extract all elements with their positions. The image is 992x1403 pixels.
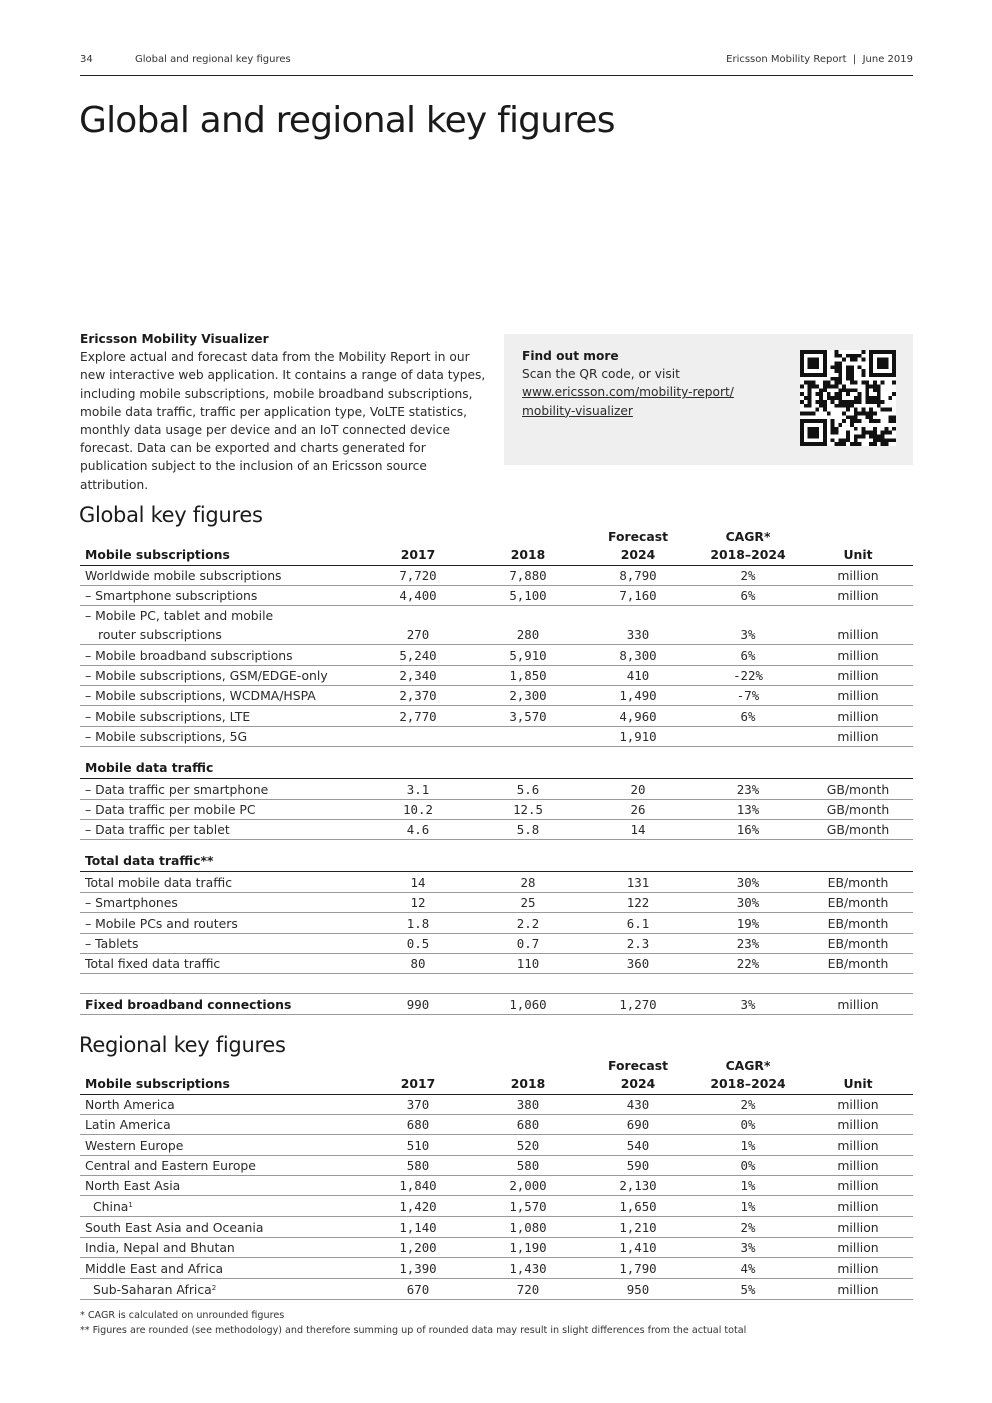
value-unit: EB/month — [803, 913, 913, 933]
value-2017: 4,400 — [363, 585, 473, 605]
value-2024-forecast: 1,410 — [583, 1237, 693, 1257]
spacer-cell — [583, 974, 693, 994]
table-header-row — [80, 527, 913, 565]
value-2017: 10.2 — [363, 799, 473, 819]
col-header-cagr — [693, 527, 803, 565]
find-out-more-text — [522, 347, 782, 420]
value-unit: GB/month — [803, 820, 913, 840]
row-label — [80, 706, 363, 726]
visualizer-link[interactable] — [522, 383, 782, 419]
row-label-text: Middle East and Africa — [85, 1260, 224, 1276]
group-empty-cell — [363, 840, 473, 872]
value-2018: 1,430 — [473, 1258, 583, 1278]
cagr-label: CAGR* — [725, 528, 771, 544]
row-label — [80, 665, 363, 685]
row-label — [80, 1258, 363, 1278]
row-label — [80, 1278, 363, 1299]
table-row — [80, 1155, 913, 1175]
value-2018: 280 — [473, 606, 583, 645]
value-2017: 3.1 — [363, 779, 473, 799]
row-label — [80, 799, 363, 819]
row-label-text: – Data traffic per mobile PC — [85, 802, 256, 818]
value-2017: 14 — [363, 872, 473, 892]
table-row — [80, 1258, 913, 1278]
visualizer-link-line1[interactable]: www.ericsson.com/mobility-report/ — [522, 385, 734, 400]
value-unit: million — [803, 1176, 913, 1196]
table-row — [80, 913, 913, 933]
cagr-range: 2018–2024 — [710, 1075, 786, 1091]
forecast-year: 2024 — [620, 1075, 656, 1091]
row-label-text: Worldwide mobile subscriptions — [85, 567, 282, 583]
value-2017: 0.5 — [363, 933, 473, 953]
value-2024-forecast: 410 — [583, 665, 693, 685]
spacer-cell — [363, 974, 473, 994]
table-row — [80, 726, 913, 746]
cagr-label: CAGR* — [725, 1057, 771, 1073]
row-label — [80, 1155, 363, 1175]
value-cagr: 3% — [693, 606, 803, 645]
publication-date: June 2019 — [862, 54, 913, 65]
value-unit: million — [803, 1237, 913, 1257]
row-label-text: – Mobile subscriptions, GSM/EDGE-only — [85, 668, 328, 684]
table-row — [80, 1217, 913, 1237]
group-label: Mobile data traffic — [80, 747, 363, 779]
col-header-unit: Unit — [803, 1056, 913, 1094]
row-label-text: China — [93, 1199, 129, 1215]
row-label-text: North East Asia — [85, 1178, 181, 1194]
row-label-text: Fixed broadband connections — [85, 996, 292, 1012]
row-label — [80, 645, 363, 665]
table-row — [80, 1176, 913, 1196]
running-publication — [726, 54, 913, 65]
value-unit: million — [803, 565, 913, 585]
value-2018: 28 — [473, 872, 583, 892]
value-cagr: 1% — [693, 1135, 803, 1155]
row-label-text: – Smartphone subscriptions — [85, 588, 258, 604]
value-2017: 7,720 — [363, 565, 473, 585]
table-row — [80, 953, 913, 973]
value-unit: million — [803, 726, 913, 746]
row-label-text: – Data traffic per smartphone — [85, 781, 269, 797]
visualizer-intro — [80, 330, 490, 494]
page-title: Global and regional key figures — [79, 100, 615, 141]
table-row — [80, 645, 913, 665]
row-label — [80, 779, 363, 799]
qr-code-icon[interactable] — [800, 350, 896, 446]
value-2017: 990 — [363, 994, 473, 1014]
mobile-data-traffic-group — [80, 747, 913, 779]
table-row — [80, 686, 913, 706]
value-unit: GB/month — [803, 799, 913, 819]
spacer-cell — [693, 974, 803, 994]
value-2017: 270 — [363, 606, 473, 645]
spacer-cell — [80, 974, 363, 994]
value-2017: 2,370 — [363, 686, 473, 706]
row-label-text: – Mobile broadband subscriptions — [85, 647, 293, 663]
row-label-continuation: router subscriptions — [98, 627, 222, 643]
value-2024-forecast: 590 — [583, 1155, 693, 1175]
value-2018: 7,880 — [473, 565, 583, 585]
value-cagr: 3% — [693, 994, 803, 1014]
row-label — [80, 1094, 363, 1114]
value-2017: 2,770 — [363, 706, 473, 726]
value-cagr: 5% — [693, 1278, 803, 1299]
table-row — [80, 892, 913, 912]
value-2018: 2,300 — [473, 686, 583, 706]
table-row — [80, 585, 913, 605]
value-2018: 5.6 — [473, 779, 583, 799]
value-unit: million — [803, 606, 913, 645]
col-header-2017: 2017 — [363, 527, 473, 565]
value-cagr: 2% — [693, 565, 803, 585]
value-2024-forecast: 8,790 — [583, 565, 693, 585]
row-label — [80, 953, 363, 973]
find-out-more-heading: Find out more — [522, 349, 619, 363]
footnote-cagr: * CAGR is calculated on unrounded figures — [80, 1310, 285, 1321]
value-2017: 580 — [363, 1155, 473, 1175]
row-label-text: South East Asia and Oceania — [85, 1219, 264, 1235]
row-label-text: Central and Eastern Europe — [85, 1158, 256, 1174]
global-section-title: Global key figures — [79, 503, 263, 527]
row-label — [80, 565, 363, 585]
value-2017: 370 — [363, 1094, 473, 1114]
value-unit: million — [803, 1114, 913, 1134]
footnote-marker: 1 — [128, 1201, 133, 1210]
row-label-text: Sub-Saharan Africa — [93, 1281, 212, 1297]
value-2018: 380 — [473, 1094, 583, 1114]
value-2018: 1,190 — [473, 1237, 583, 1257]
value-2024-forecast: 330 — [583, 606, 693, 645]
value-2018: 0.7 — [473, 933, 583, 953]
value-2017: 1,420 — [363, 1196, 473, 1217]
footnotes — [80, 1309, 746, 1338]
value-unit: million — [803, 1196, 913, 1217]
visualizer-body: Explore actual and forecast data from the Mobility Report in our new interactive web application. It contains a range of data types, including mobile subscriptions, mobile broadband subscriptions, mobile data traffic, traffic per application type, VoLTE statistics, monthly data usage per device and an IoT connected device forecast. Data can be exported and charts generated for publication subject to the inclusion of an Ericsson source attribution. — [80, 350, 486, 492]
group-empty-cell — [803, 840, 913, 872]
value-2024-forecast: 540 — [583, 1135, 693, 1155]
value-2017: 1,390 — [363, 1258, 473, 1278]
row-label — [80, 892, 363, 912]
row-label — [80, 872, 363, 892]
col-header-2018: 2018 — [473, 527, 583, 565]
value-2017: 5,240 — [363, 645, 473, 665]
value-unit: million — [803, 706, 913, 726]
value-unit: million — [803, 665, 913, 685]
table-header-row — [80, 1056, 913, 1094]
row-label-text: Total mobile data traffic — [85, 874, 233, 890]
value-unit: EB/month — [803, 933, 913, 953]
value-2024-forecast: 1,650 — [583, 1196, 693, 1217]
visualizer-link-line2[interactable]: mobility-visualizer — [522, 403, 633, 418]
value-unit: GB/month — [803, 779, 913, 799]
value-2024-forecast: 26 — [583, 799, 693, 819]
row-label — [80, 913, 363, 933]
value-unit: EB/month — [803, 892, 913, 912]
forecast-label: Forecast — [608, 528, 668, 544]
value-2017 — [363, 726, 473, 746]
value-2018: 5,100 — [473, 585, 583, 605]
row-label — [80, 933, 363, 953]
value-2018: 720 — [473, 1278, 583, 1299]
col-header-2018: 2018 — [473, 1056, 583, 1094]
value-cagr: 30% — [693, 872, 803, 892]
table-row — [80, 1094, 913, 1114]
value-cagr: 13% — [693, 799, 803, 819]
find-out-more-box — [504, 334, 913, 465]
forecast-label: Forecast — [608, 1057, 668, 1073]
forecast-year: 2024 — [620, 546, 656, 562]
group-empty-cell — [803, 747, 913, 779]
value-2018: 25 — [473, 892, 583, 912]
value-cagr: -22% — [693, 665, 803, 685]
value-unit: million — [803, 645, 913, 665]
value-cagr: 19% — [693, 913, 803, 933]
value-cagr: 1% — [693, 1196, 803, 1217]
value-2024-forecast: 6.1 — [583, 913, 693, 933]
value-2024-forecast: 122 — [583, 892, 693, 912]
value-unit: EB/month — [803, 872, 913, 892]
value-2018: 1,850 — [473, 665, 583, 685]
row-label-text: – Mobile subscriptions, LTE — [85, 708, 251, 724]
total-data-traffic-group — [80, 840, 913, 872]
col-header-cagr — [693, 1056, 803, 1094]
row-label — [80, 726, 363, 746]
running-section-title: Global and regional key figures — [135, 54, 291, 65]
value-2024-forecast: 131 — [583, 872, 693, 892]
value-2024-forecast: 7,160 — [583, 585, 693, 605]
value-2024-forecast: 20 — [583, 779, 693, 799]
row-label-text: – Mobile subscriptions, WCDMA/HSPA — [85, 688, 316, 704]
value-2017: 4.6 — [363, 820, 473, 840]
col-header-unit: Unit — [803, 527, 913, 565]
row-label — [80, 1237, 363, 1257]
spacer-cell — [803, 974, 913, 994]
value-2024-forecast: 430 — [583, 1094, 693, 1114]
value-2017: 510 — [363, 1135, 473, 1155]
value-cagr: 1% — [693, 1176, 803, 1196]
value-unit: million — [803, 1155, 913, 1175]
regional-section-title: Regional key figures — [79, 1033, 286, 1057]
value-2017: 2,340 — [363, 665, 473, 685]
value-2017: 1,840 — [363, 1176, 473, 1196]
table-row — [80, 799, 913, 819]
value-2017: 80 — [363, 953, 473, 973]
page-number: 34 — [80, 54, 93, 65]
table-row — [80, 820, 913, 840]
value-2018 — [473, 726, 583, 746]
value-2018: 3,570 — [473, 706, 583, 726]
value-cagr: 16% — [693, 820, 803, 840]
row-label — [80, 1135, 363, 1155]
value-unit: million — [803, 585, 913, 605]
row-label — [80, 1114, 363, 1134]
visualizer-heading: Ericsson Mobility Visualizer — [80, 332, 269, 346]
value-cagr: 2% — [693, 1094, 803, 1114]
value-unit: million — [803, 686, 913, 706]
row-label-text: – Mobile PC, tablet and mobile — [85, 608, 274, 624]
table-row — [80, 779, 913, 799]
spacer-row — [80, 974, 913, 994]
value-cagr: 6% — [693, 645, 803, 665]
group-label: Total data traffic** — [80, 840, 363, 872]
value-2024-forecast: 8,300 — [583, 645, 693, 665]
value-cagr: 2% — [693, 1217, 803, 1237]
footnote-rounding: ** Figures are rounded (see methodology) and therefore summing up of rounded data may result in slight differences from the actual total — [80, 1324, 747, 1336]
row-label-text: – Tablets — [85, 935, 139, 951]
value-2017: 670 — [363, 1278, 473, 1299]
spacer-cell — [473, 974, 583, 994]
table-row — [80, 1237, 913, 1257]
value-2018: 580 — [473, 1155, 583, 1175]
header-separator: | — [852, 54, 857, 65]
cagr-range: 2018–2024 — [710, 546, 786, 562]
row-label — [80, 686, 363, 706]
value-2024-forecast: 4,960 — [583, 706, 693, 726]
value-cagr: 23% — [693, 779, 803, 799]
value-2024-forecast: 2.3 — [583, 933, 693, 953]
value-2017: 680 — [363, 1114, 473, 1134]
row-label-text: North America — [85, 1096, 175, 1112]
col-header-label: Mobile subscriptions — [80, 527, 363, 565]
row-label-text: Latin America — [85, 1117, 171, 1133]
global-key-figures-table — [80, 527, 913, 1015]
value-cagr: 6% — [693, 706, 803, 726]
row-label — [80, 606, 363, 645]
value-unit: million — [803, 1258, 913, 1278]
value-2018: 5.8 — [473, 820, 583, 840]
group-empty-cell — [693, 840, 803, 872]
value-2017: 12 — [363, 892, 473, 912]
value-2024-forecast: 14 — [583, 820, 693, 840]
value-2024-forecast: 950 — [583, 1278, 693, 1299]
group-empty-cell — [363, 747, 473, 779]
table-row — [80, 606, 913, 645]
value-2018: 2,000 — [473, 1176, 583, 1196]
running-header — [80, 54, 913, 76]
value-cagr: 0% — [693, 1155, 803, 1175]
col-header-forecast — [583, 527, 693, 565]
table-row — [80, 1114, 913, 1134]
value-2018: 5,910 — [473, 645, 583, 665]
table-row — [80, 933, 913, 953]
value-2017: 1.8 — [363, 913, 473, 933]
col-header-forecast — [583, 1056, 693, 1094]
row-label — [80, 585, 363, 605]
row-label-text: – Data traffic per tablet — [85, 822, 230, 838]
col-header-label: Mobile subscriptions — [80, 1056, 363, 1094]
value-2017: 1,200 — [363, 1237, 473, 1257]
value-2024-forecast: 1,270 — [583, 994, 693, 1014]
value-2018: 1,080 — [473, 1217, 583, 1237]
value-2024-forecast: 1,910 — [583, 726, 693, 746]
table-row — [80, 565, 913, 585]
value-cagr: 30% — [693, 892, 803, 912]
value-cagr: -7% — [693, 686, 803, 706]
table-row — [80, 1135, 913, 1155]
value-cagr: 3% — [693, 1237, 803, 1257]
find-out-more-instruction: Scan the QR code, or visit — [522, 367, 680, 382]
value-unit: EB/month — [803, 953, 913, 973]
table-row — [80, 872, 913, 892]
value-cagr: 6% — [693, 585, 803, 605]
group-empty-cell — [583, 840, 693, 872]
row-label-text: – Mobile PCs and routers — [85, 915, 238, 931]
table-row — [80, 706, 913, 726]
group-empty-cell — [473, 840, 583, 872]
publication-name: Ericsson Mobility Report — [726, 54, 847, 65]
value-2018: 1,570 — [473, 1196, 583, 1217]
group-empty-cell — [583, 747, 693, 779]
row-label-text: Western Europe — [85, 1137, 184, 1153]
value-cagr: 23% — [693, 933, 803, 953]
value-2024-forecast: 1,490 — [583, 686, 693, 706]
value-2024-forecast: 360 — [583, 953, 693, 973]
footnote-marker: 2 — [211, 1283, 217, 1292]
value-2018: 110 — [473, 953, 583, 973]
value-2018: 12.5 — [473, 799, 583, 819]
value-2018: 680 — [473, 1114, 583, 1134]
table-row — [80, 1278, 913, 1299]
row-label-text: – Mobile subscriptions, 5G — [85, 729, 248, 745]
value-cagr — [693, 726, 803, 746]
value-2024-forecast: 1,210 — [583, 1217, 693, 1237]
regional-key-figures-table — [80, 1056, 913, 1300]
value-2024-forecast: 2,130 — [583, 1176, 693, 1196]
table-row — [80, 665, 913, 685]
table-row — [80, 1196, 913, 1217]
col-header-2017: 2017 — [363, 1056, 473, 1094]
value-cagr: 22% — [693, 953, 803, 973]
table-row — [80, 994, 913, 1014]
row-label — [80, 1196, 363, 1217]
value-2018: 1,060 — [473, 994, 583, 1014]
row-label — [80, 994, 363, 1014]
value-unit: million — [803, 994, 913, 1014]
value-unit: million — [803, 1135, 913, 1155]
row-label-text: – Smartphones — [85, 895, 178, 911]
row-label-text: Total fixed data traffic — [85, 956, 221, 972]
value-2024-forecast: 1,790 — [583, 1258, 693, 1278]
group-empty-cell — [693, 747, 803, 779]
row-label — [80, 1217, 363, 1237]
value-cagr: 0% — [693, 1114, 803, 1134]
group-empty-cell — [473, 747, 583, 779]
value-unit: million — [803, 1278, 913, 1299]
row-label — [80, 820, 363, 840]
value-unit: million — [803, 1094, 913, 1114]
value-2017: 1,140 — [363, 1217, 473, 1237]
value-2018: 520 — [473, 1135, 583, 1155]
value-2024-forecast: 690 — [583, 1114, 693, 1134]
value-2018: 2.2 — [473, 913, 583, 933]
row-label-text: India, Nepal and Bhutan — [85, 1240, 235, 1256]
row-label — [80, 1176, 363, 1196]
value-unit: million — [803, 1217, 913, 1237]
value-cagr: 4% — [693, 1258, 803, 1278]
